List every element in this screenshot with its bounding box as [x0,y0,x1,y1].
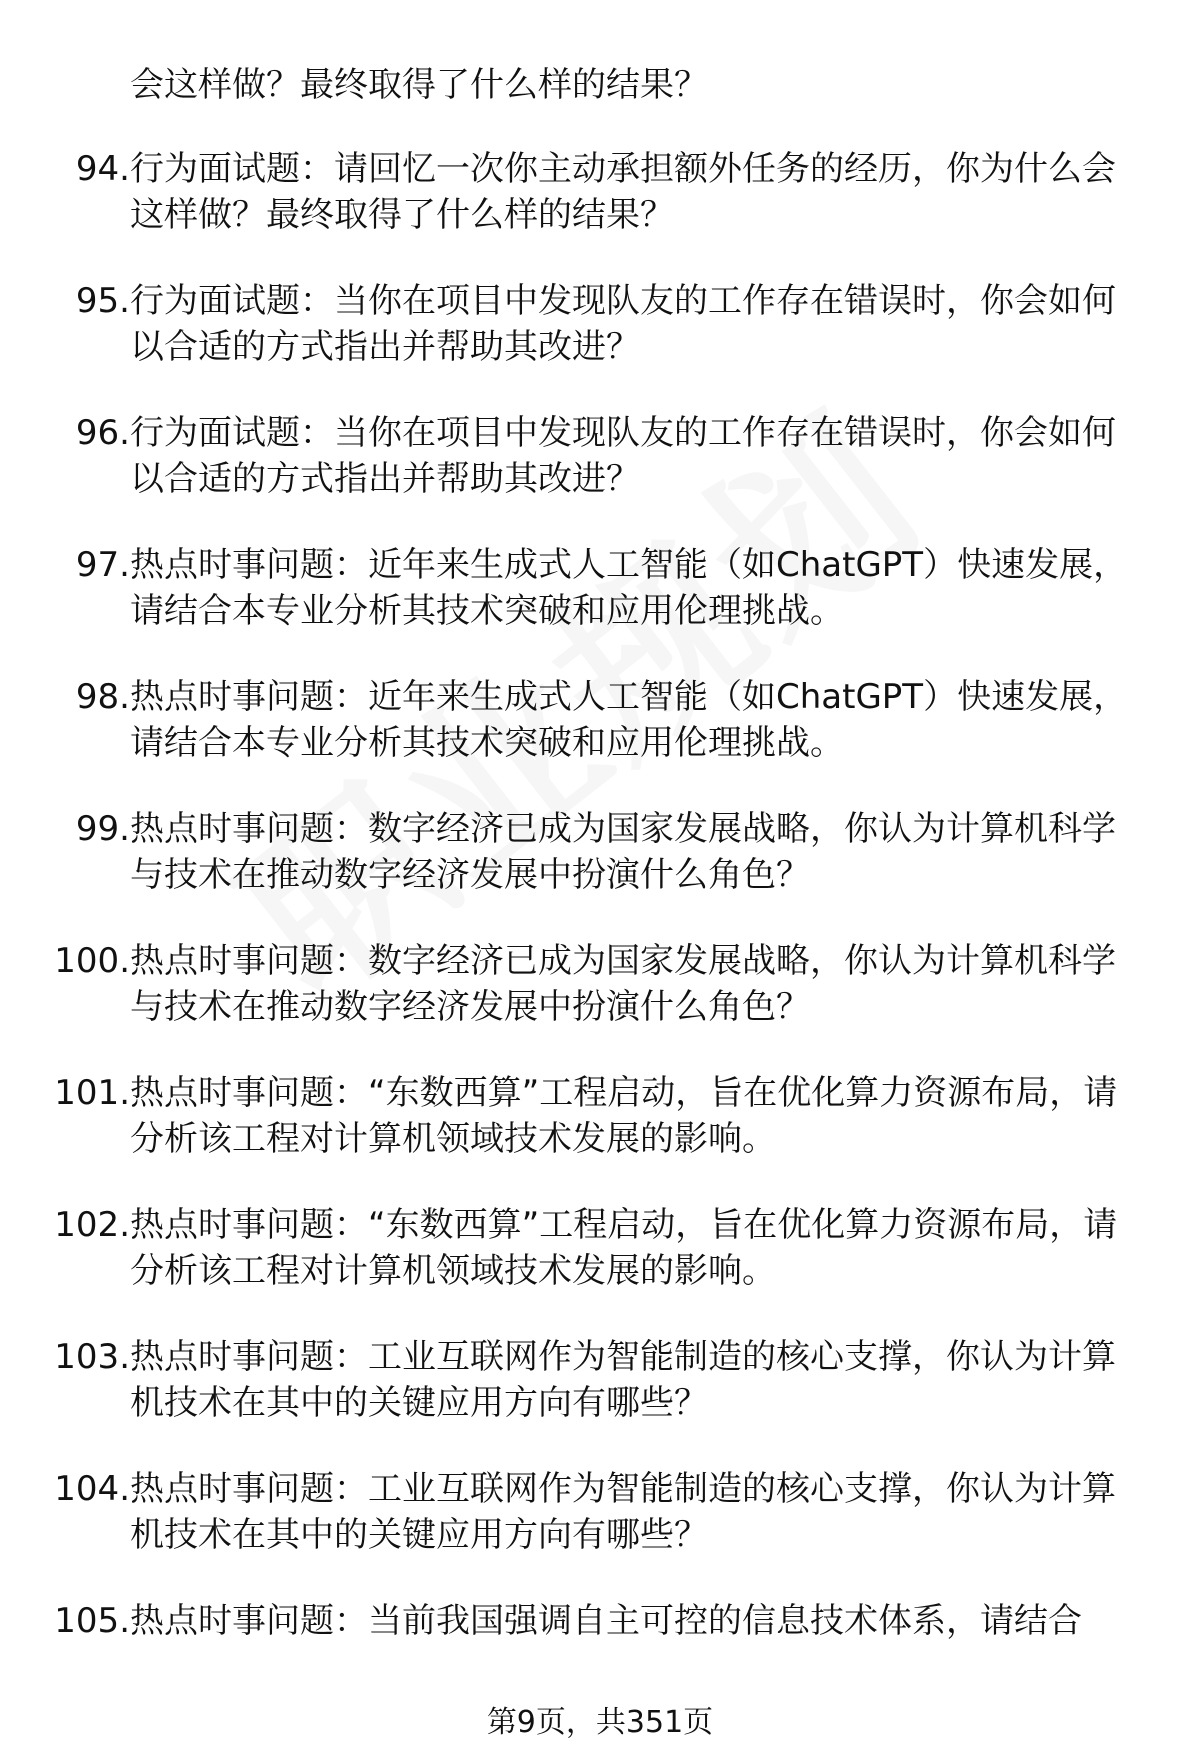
question-number: 104. [54,1469,130,1509]
question-item [0,1466,1200,1598]
question-item [0,278,1200,410]
question-number: 94. [75,149,130,189]
question-text: 热点时事问题：数字经济已成为国家发展战略，你认为计算机科学与技术在推动数字经济发展中扮演什么角色？ [130,941,1116,1027]
question-number: 101. [54,1073,130,1113]
question-number: 100. [54,941,130,981]
question-list [0,146,1200,1730]
question-continuation-text: 会这样做？最终取得了什么样的结果？ [130,65,708,105]
question-text: 热点时事问题：数字经济已成为国家发展战略，你认为计算机科学与技术在推动数字经济发展中扮演什么角色？ [130,809,1116,895]
question-number: 98. [75,677,130,717]
question-text: 热点时事问题：近年来生成式人工智能（如ChatGPT）快速发展，请结合本专业分析其技术突破和应用伦理挑战。 [130,677,1128,763]
question-text: 热点时事问题：近年来生成式人工智能（如ChatGPT）快速发展，请结合本专业分析其技术突破和应用伦理挑战。 [130,545,1128,631]
question-number: 95. [75,281,130,321]
question-item [0,1334,1200,1466]
question-number: 103. [54,1337,130,1377]
question-text: 行为面试题：当你在项目中发现队友的工作存在错误时，你会如何以合适的方式指出并帮助其改进？ [130,413,1116,499]
page-footer: 第9页，共351页 [486,1705,714,1740]
question-text: 热点时事问题：“东数西算”工程启动，旨在优化算力资源布局，请分析该工程对计算机领域技术发展的影响。 [130,1073,1118,1159]
question-item [0,806,1200,938]
question-text: 热点时事问题：当前我国强调自主可控的信息技术体系，请结合 [130,1601,1082,1641]
question-text: 热点时事问题：工业互联网作为智能制造的核心支撑，你认为计算机技术在其中的关键应用方向有哪些？ [130,1469,1116,1555]
question-number: 97. [75,545,130,585]
question-item [0,1070,1200,1202]
question-number: 105. [54,1601,130,1641]
question-item [0,410,1200,542]
question-text: 行为面试题：请回忆一次你主动承担额外任务的经历，你为什么会这样做？最终取得了什么样的结果？ [130,149,1116,235]
question-number: 99. [75,809,130,849]
question-item [0,674,1200,806]
question-number: 102. [54,1205,130,1245]
question-item [0,938,1200,1070]
question-text: 热点时事问题：工业互联网作为智能制造的核心支撑，你认为计算机技术在其中的关键应用方向有哪些？ [130,1337,1116,1423]
question-text: 行为面试题：当你在项目中发现队友的工作存在错误时，你会如何以合适的方式指出并帮助其改进？ [130,281,1116,367]
question-item [0,1202,1200,1334]
question-text: 热点时事问题：“东数西算”工程启动，旨在优化算力资源布局，请分析该工程对计算机领域技术发展的影响。 [130,1205,1118,1291]
question-item [0,542,1200,674]
question-number: 96. [75,413,130,453]
question-item [0,146,1200,278]
